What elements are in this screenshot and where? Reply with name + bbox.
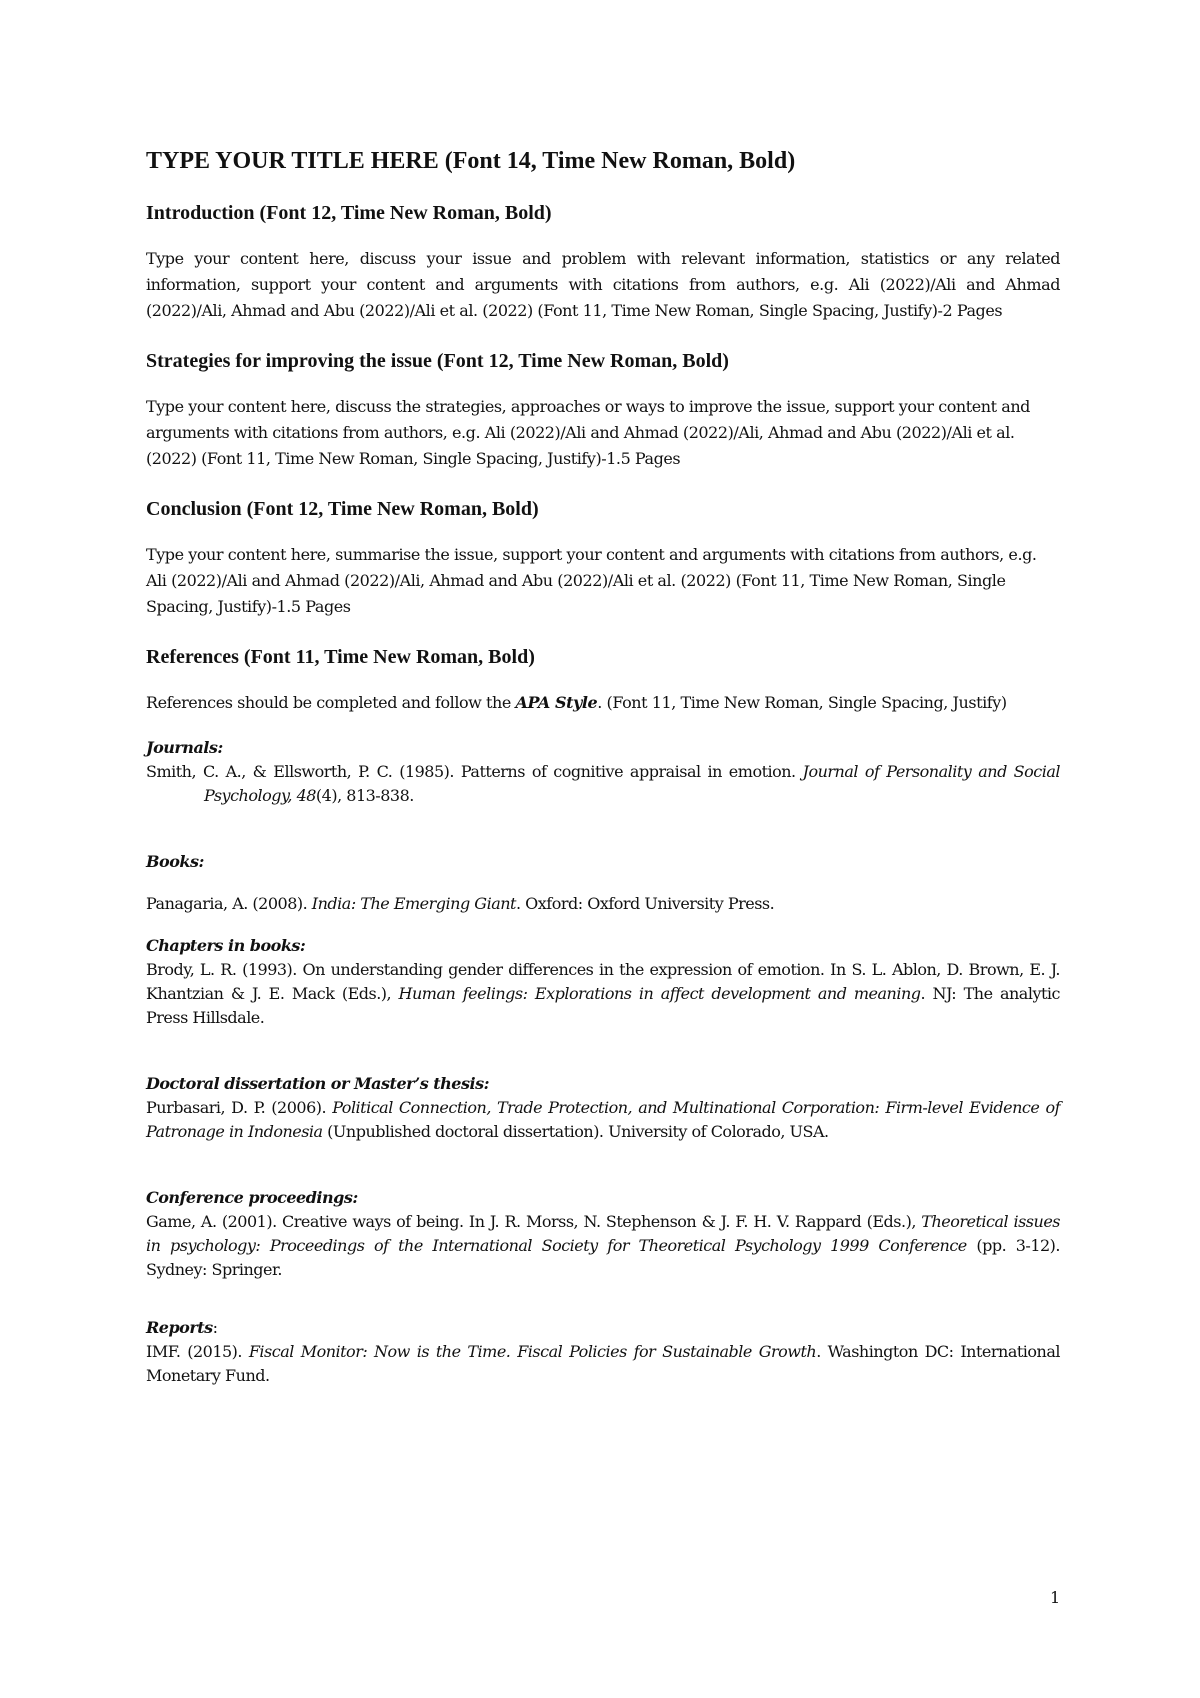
document-title: TYPE YOUR TITLE HERE (Font 14, Time New Roman, Bold)	[146, 148, 796, 174]
references-heading: References (Font 11, Time New Roman, Bold)	[146, 646, 535, 668]
journals-label: Journals:	[146, 738, 223, 757]
introduction-body: Type your content here, discuss your issue and problem with relevant information, statistics or any related information, support your content and arguments with citations from authors, e.g. Ali (2022)/Ali and Ahmad (2022)/Ali, Ahmad and Abu (2022)/Ali et al. (2022) (Font 11, Time New Roman, Single Spacing, Justify)-2 Pages	[146, 249, 1060, 320]
report-reference	[146, 1340, 1060, 1388]
apa-style-label: APA Style	[515, 693, 598, 712]
conference-ref-title: Theoretical issues in psychology: Proceedings of the International Society for Theoretical Psychology 1999 Conference	[146, 1212, 1060, 1255]
references-intro	[146, 690, 1060, 716]
dissertation-ref-title: Political Connection, Trade Protection, and Multinational Corporation: Firm-level Evidence of Patronage in Indonesia	[146, 1098, 1061, 1141]
books-label: Books:	[146, 852, 204, 871]
book-ref-publisher: . Oxford: Oxford University Press.	[515, 894, 775, 913]
reports-label-colon: :	[212, 1318, 218, 1337]
chapter-reference	[146, 958, 1060, 1030]
dissertation-label: Doctoral dissertation or Master’s thesis:	[146, 1074, 489, 1093]
page-number: 1	[1050, 1588, 1061, 1607]
report-ref-title: Fiscal Monitor: Now is the Time. Fiscal Policies for Sustainable Growth	[248, 1342, 817, 1361]
references-intro-after: . (Font 11, Time New Roman, Single Spacing, Justify)	[597, 693, 1007, 712]
conclusion-body: Type your content here, summarise the issue, support your content and arguments with citations from authors, e.g. Ali (2022)/Ali and Ahmad (2022)/Ali, Ahmad and Abu (2022)/Ali et al. (2022) (Font 11, Time New Roman, Single Spacing, Justify)-1.5 Pages	[146, 545, 1037, 616]
dissertation-ref-author: Purbasari, D. P. (2006).	[146, 1098, 333, 1117]
chapters-label: Chapters in books:	[146, 936, 306, 955]
dissertation-reference	[146, 1096, 1060, 1144]
strategies-heading: Strategies for improving the issue (Font 12, Time New Roman, Bold)	[146, 350, 729, 372]
chapter-ref-publisher: . NJ: The analytic Press Hillsdale.	[146, 984, 1061, 1027]
conference-label: Conference proceedings:	[146, 1188, 358, 1207]
introduction-heading: Introduction (Font 12, Time New Roman, Bold)	[146, 202, 552, 224]
reports-label	[146, 1316, 1060, 1340]
book-ref-title: India: The Emerging Giant	[311, 894, 516, 913]
journal-ref-text: Smith, C. A., & Ellsworth, P. C. (1985). Patterns of cognitive appraisal in emotion.	[146, 762, 803, 781]
conclusion-heading: Conclusion (Font 12, Time New Roman, Bold)	[146, 498, 539, 520]
chapter-ref-text: Brody, L. R. (1993). On understanding gender differences in the expression of emotion. In S. L. Ablon, D. Brown, E. J. Khantzian & J. E. Mack (Eds.),	[146, 960, 1060, 1003]
book-ref-author: Panagaria, A. (2008).	[146, 894, 312, 913]
conference-ref-text: Game, A. (2001). Creative ways of being. In J. R. Morss, N. Stephenson & J. F. H. V. Rappard (Eds.),	[146, 1212, 922, 1231]
dissertation-ref-institution: (Unpublished doctoral dissertation). University of Colorado, USA.	[322, 1122, 829, 1141]
references-intro-before: References should be completed and follow the	[146, 693, 516, 712]
reports-label-text: Reports	[146, 1318, 213, 1337]
report-ref-publisher: . Washington DC: International Monetary Fund.	[146, 1342, 1061, 1385]
journal-ref-title: Journal of Personality and Social Psychology, 48	[204, 762, 1061, 805]
report-ref-author: IMF. (2015).	[146, 1342, 249, 1361]
conference-ref-publisher: (pp. 3-12). Sydney: Springer.	[146, 1236, 1061, 1279]
document-content	[146, 146, 1060, 1388]
book-reference	[146, 892, 1060, 916]
journal-ref-pages: (4), 813-838.	[315, 786, 414, 805]
journal-reference	[146, 760, 1060, 808]
chapter-ref-title: Human feelings: Explorations in affect development and meaning	[398, 984, 921, 1003]
conference-reference	[146, 1210, 1060, 1282]
strategies-body: Type your content here, discuss the strategies, approaches or ways to improve the issue, support your content and arguments with citations from authors, e.g. Ali (2022)/Ali and Ahmad (2022)/Ali, Ahmad and Abu (2022)/Ali et al. (2022) (Font 11, Time New Roman, Single Spacing, Justify)-1.5 Pages	[146, 397, 1030, 468]
